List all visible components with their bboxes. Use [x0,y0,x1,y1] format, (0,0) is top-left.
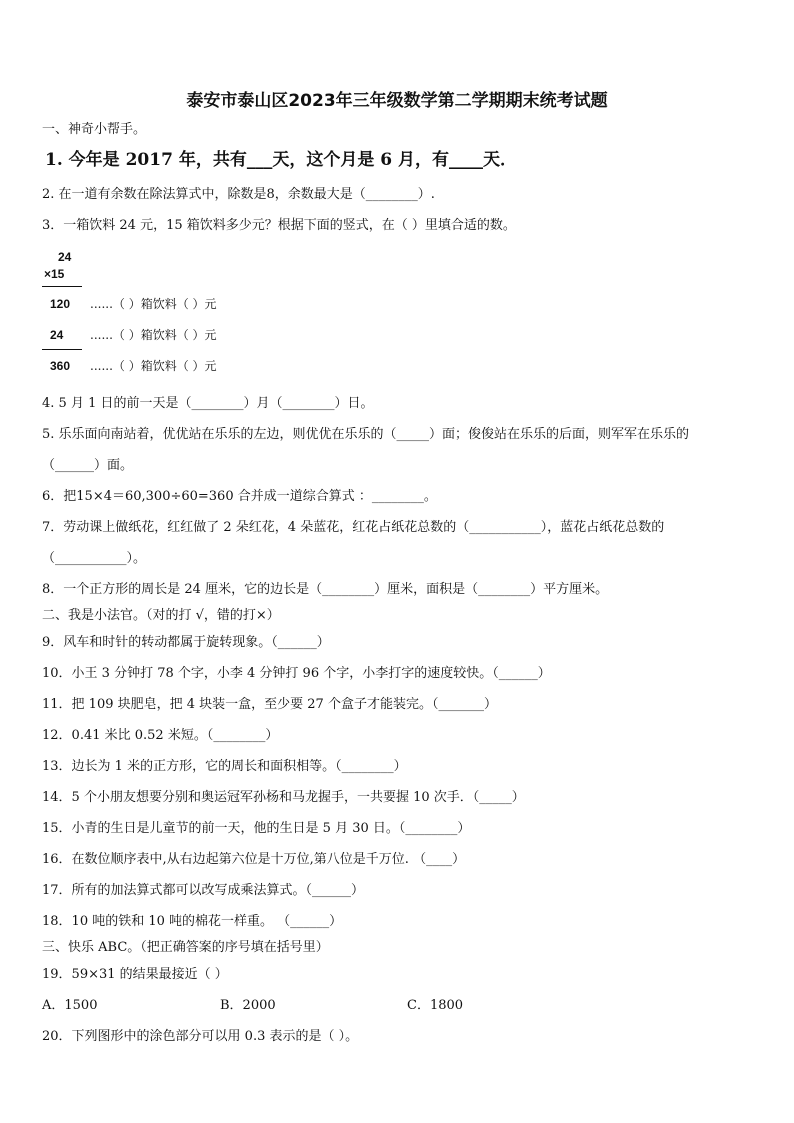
judgement-item: 14．5 个小朋友想要分别和奥运冠军孙杨和马龙握手，一共要握 10 次手．（_____） [42,790,525,805]
option-c: C．1800 [407,998,464,1013]
option-b: B．2000 [220,998,276,1013]
judgement-item: 10．小王 3 分钟打 78 个字，小李 4 分钟打 96 个字，小李打字的速度较快。（______） [42,666,551,681]
calc-rule-1 [42,286,82,287]
question-6: 6．把15×4＝60,300÷60=360 合并成一道综合算式 ：________。 [42,489,437,504]
question-19: 19．59×31 的结果最接近（ ） [42,967,228,982]
calc-rule-2 [42,349,82,350]
calc-row-value: 360 [50,359,71,373]
page-title: 泰安市泰山区2023年三年级数学第二学期期末统考试题 [186,91,608,111]
question-4: 4. 5 月 1 日的前一天是（________）月（________）日。 [42,396,374,411]
calc-row-note: ......（ ）箱饮料（ ）元 [90,359,217,373]
question-5: 5. 乐乐面向南站着，优优站在乐乐的左边，则优优在乐乐的（_____）面；俊俊站在乐乐的后面，则军军在乐乐的 [42,427,690,442]
judgement-item: 11．把 109 块肥皂，把 4 块装一盒，至少要 27 个盒子才能装完。（_______） [42,697,497,712]
question-5-continued: （______）面。 [42,458,134,473]
calc-multiplicand: 24 [58,250,72,264]
section-3-heading: 三、快乐 ABC。（把正确答案的序号填在括号里） [42,940,329,955]
judgement-item: 13．边长为 1 米的正方形，它的周长和面积相等。（________） [42,759,407,774]
section-2-heading: 二、我是小法官。（对的打 √，错的打×） [42,608,280,623]
question-3: 3．一箱饮料 24 元，15 箱饮料多少元？根据下面的竖式，在（ ）里填合适的数。 [42,218,516,233]
calc-row-value: 24 [50,328,64,342]
judgement-item: 15．小青的生日是儿童节的前一天，他的生日是 5 月 30 日。（________） [42,821,471,836]
question-8: 8．一个正方形的周长是 24 厘米，它的边长是（________）厘米，面积是（________）平方厘米。 [42,582,609,597]
calc-row-note: ......（ ）箱饮料（ ）元 [90,297,217,311]
option-a: A．1500 [42,998,98,1013]
section-1-heading: 一、神奇小帮手。 [42,122,147,137]
judgement-item: 17．所有的加法算式都可以改写成乘法算式。（______） [42,883,365,898]
question-7: 7．劳动课上做纸花，红红做了 2 朵红花，4 朵蓝花，红花占纸花总数的（___________），蓝花占纸花总数的 [42,520,665,535]
question-2: 2. 在一道有余数在除法算式中，除数是8，余数最大是（________）. [42,187,435,202]
judgement-item: 12．0.41 米比 0.52 米短。（________） [42,728,279,743]
question-1: 1. 今年是 2017 年，共有___天，这个月是 6 月，有____天． [45,150,517,170]
judgement-item: 9．风车和时针的转动都属于旋转现象。（______） [42,635,330,650]
calc-row-value: 120 [50,297,71,311]
calc-row-note: ......（ ）箱饮料（ ）元 [90,328,217,342]
judgement-item: 16．在数位顺序表中,从右边起第六位是十万位,第八位是千万位. （____） [42,852,466,867]
calc-multiplier: ×15 [44,267,65,281]
question-20: 20．下列图形中的涂色部分可以用 0.3 表示的是（ ）。 [42,1029,359,1044]
judgement-item: 18．10 吨的铁和 10 吨的棉花一样重。 （______） [42,914,343,929]
question-7-continued: （___________）。 [42,551,147,566]
